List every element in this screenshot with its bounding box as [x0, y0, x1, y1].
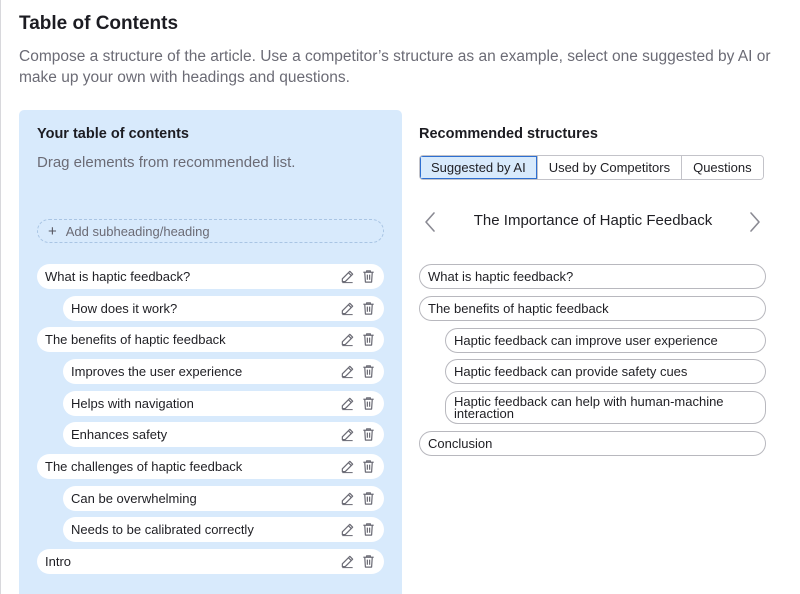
- toc-item[interactable]: [37, 264, 384, 289]
- pencil-icon[interactable]: [340, 459, 355, 474]
- tab-suggested-by-ai[interactable]: Suggested by AI: [420, 156, 538, 179]
- toc-item-label: Helps with navigation: [71, 396, 194, 411]
- toc-item-label: What is haptic feedback?: [45, 269, 191, 284]
- structure-tabs: [419, 155, 764, 180]
- toc-hint: Drag elements from recommended list.: [37, 154, 296, 171]
- left-border: [0, 0, 1, 594]
- pencil-icon[interactable]: [340, 522, 355, 537]
- toc-item-label: How does it work?: [71, 301, 178, 316]
- pencil-icon[interactable]: [340, 301, 355, 316]
- toc-item-label: Improves the user experience: [71, 364, 243, 379]
- trash-icon[interactable]: [361, 491, 376, 506]
- tab-questions[interactable]: Questions: [682, 156, 763, 179]
- toc-item-label: Needs to be calibrated correctly: [71, 522, 254, 537]
- trash-icon[interactable]: [361, 522, 376, 537]
- pencil-icon[interactable]: [340, 269, 355, 284]
- toc-item[interactable]: [63, 486, 384, 511]
- toc-item[interactable]: [37, 454, 384, 479]
- toc-item[interactable]: [37, 327, 384, 352]
- chevron-right-icon[interactable]: [748, 211, 762, 233]
- recommended-item[interactable]: What is haptic feedback?: [419, 264, 766, 289]
- trash-icon[interactable]: [361, 459, 376, 474]
- recommended-title: Recommended structures: [419, 126, 598, 142]
- pencil-icon[interactable]: [340, 427, 355, 442]
- carousel-title: The Importance of Haptic Feedback: [473, 212, 713, 229]
- trash-icon[interactable]: [361, 396, 376, 411]
- toc-item[interactable]: [63, 517, 384, 542]
- toc-title: Your table of contents: [37, 126, 189, 142]
- trash-icon[interactable]: [361, 301, 376, 316]
- toc-item[interactable]: [63, 391, 384, 416]
- trash-icon[interactable]: [361, 332, 376, 347]
- recommended-item[interactable]: Haptic feedback can provide safety cues: [445, 359, 766, 384]
- trash-icon[interactable]: [361, 554, 376, 569]
- toc-item-label: Enhances safety: [71, 427, 168, 442]
- toc-item-label: The benefits of haptic feedback: [45, 332, 226, 347]
- recommended-item[interactable]: Haptic feedback can help with human-machine interaction: [445, 391, 766, 424]
- tab-used-by-competitors[interactable]: Used by Competitors: [538, 156, 682, 179]
- add-subheading-button[interactable]: [37, 219, 384, 243]
- trash-icon[interactable]: [361, 269, 376, 284]
- toc-item[interactable]: [63, 296, 384, 321]
- toc-item-label: Intro: [45, 554, 72, 569]
- toc-item[interactable]: [63, 422, 384, 447]
- recommended-item[interactable]: Haptic feedback can improve user experience: [445, 328, 766, 353]
- recommended-item[interactable]: The benefits of haptic feedback: [419, 296, 766, 321]
- toc-item[interactable]: [37, 549, 384, 574]
- pencil-icon[interactable]: [340, 554, 355, 569]
- pencil-icon[interactable]: [340, 364, 355, 379]
- pencil-icon[interactable]: [340, 491, 355, 506]
- recommended-item[interactable]: Conclusion: [419, 431, 766, 456]
- toc-item[interactable]: [63, 359, 384, 384]
- add-subheading-label: Add subheading/heading: [65, 223, 210, 239]
- toc-item-label: Can be overwhelming: [71, 491, 197, 506]
- trash-icon[interactable]: [361, 364, 376, 379]
- plus-icon: +: [48, 222, 57, 240]
- pencil-icon[interactable]: [340, 332, 355, 347]
- trash-icon[interactable]: [361, 427, 376, 442]
- chevron-left-icon[interactable]: [423, 211, 437, 233]
- toc-panel: [19, 110, 402, 594]
- toc-item-label: The challenges of haptic feedback: [45, 459, 243, 474]
- page-title: Table of Contents: [19, 13, 179, 34]
- pencil-icon[interactable]: [340, 396, 355, 411]
- page-description: Compose a structure of the article. Use a competitor’s structure as an example, select one suggested by AI or make up your own with headings and questions.: [19, 48, 771, 86]
